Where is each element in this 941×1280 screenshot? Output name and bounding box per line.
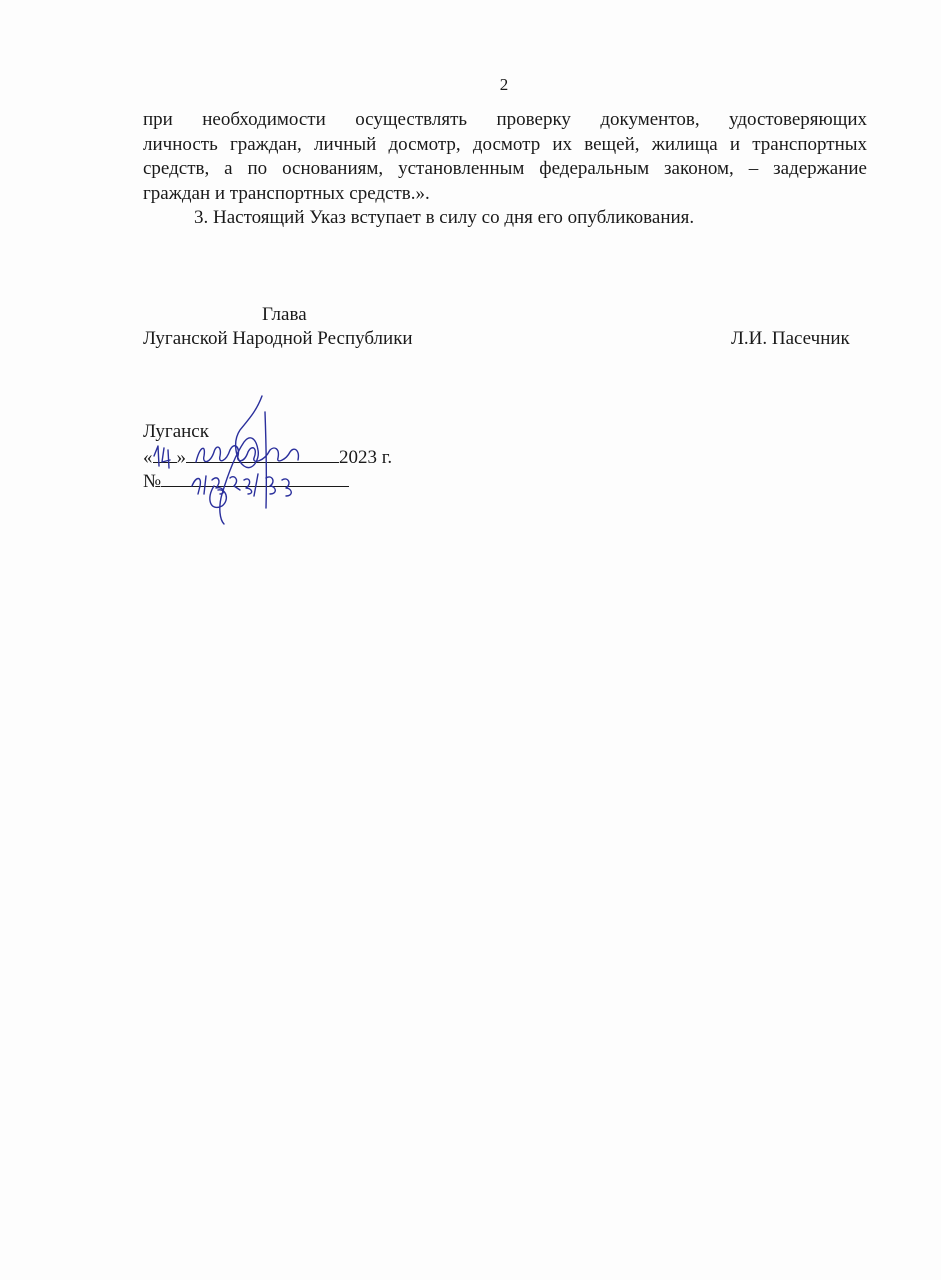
place-line (143, 420, 392, 444)
paragraph-line-2: личность граждан, личный досмотр, досмотр их вещей, жилища и транспортных (143, 133, 867, 155)
place-date-block (143, 420, 392, 492)
signatory-title-line1: Глава (262, 304, 307, 325)
signatory-name: Л.И. Пасечник (731, 328, 850, 349)
item-3: 3. Настоящий Указ вступает в силу со дня его опубликования. (194, 207, 695, 228)
place: Луганск (143, 421, 209, 442)
paragraph-line-4: граждан и транспортных средств.». (143, 182, 430, 204)
month-blank (186, 444, 339, 463)
number-line (143, 468, 392, 492)
body-text (143, 108, 867, 231)
page-number: 2 (499, 75, 509, 94)
date-open-quote: « (143, 447, 153, 468)
number-label: № (143, 471, 162, 492)
day-blank (153, 444, 177, 463)
number-blank (161, 468, 349, 487)
paragraph-line-1: при необходимости осуществлять проверку документов, удостоверяющих (143, 109, 867, 130)
date-line (143, 444, 392, 468)
date-year: 2023 г. (339, 447, 393, 468)
signatory-title-line2: Луганской Народной Республики (143, 328, 413, 349)
date-close-quote: » (176, 447, 186, 468)
paragraph-line-3: средств, а по основаниям, установленным федеральным законом, – задержание (143, 158, 867, 179)
